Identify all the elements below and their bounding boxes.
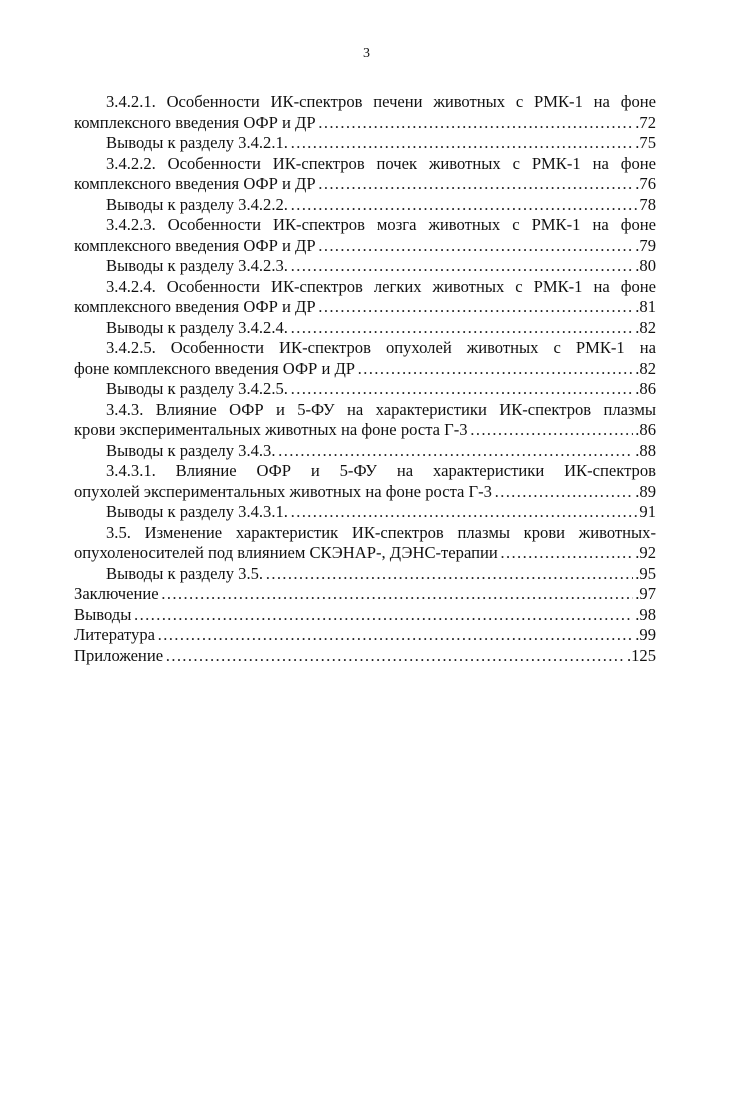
toc-entry <box>74 584 656 605</box>
toc-page-number: .125 <box>626 645 656 665</box>
toc-entry-text: Выводы к разделу 3.4.3. <box>106 440 276 460</box>
toc-entry-title: 3.4.3.1. Влияние ОФР и 5-ФУ на характеристики ИК-спектров <box>106 461 656 480</box>
toc-entry <box>74 625 656 646</box>
toc-page-number: .99 <box>635 625 656 644</box>
dot-leader <box>265 564 633 585</box>
dot-leader <box>357 359 633 380</box>
toc-entry-title: 3.4.2.1. Особенности ИК-спектров печени животных с РМК-1 на фоне <box>106 92 656 111</box>
toc-entry-text: Выводы к разделу 3.4.2.1. <box>106 133 288 152</box>
dot-leader <box>494 482 633 503</box>
toc-page-number: .82 <box>635 317 656 337</box>
toc-entry <box>74 564 656 585</box>
toc-entry <box>74 646 656 667</box>
dot-leader <box>290 256 633 277</box>
toc-entry-text: Литература <box>74 625 155 644</box>
toc-entry-heading <box>74 215 656 236</box>
toc-entry <box>74 441 656 462</box>
toc-entry-text: Выводы к разделу 3.4.2.4. <box>106 317 288 337</box>
toc-entry <box>74 359 656 380</box>
toc-entry-heading <box>74 400 656 421</box>
toc-entry-text: Заключение <box>74 584 159 603</box>
dot-leader <box>165 646 625 667</box>
dot-leader <box>157 625 633 646</box>
toc-page-number: .92 <box>635 543 656 562</box>
toc-entry-text: Выводы к разделу 3.4.2.5. <box>106 379 288 398</box>
toc-page-number: .86 <box>635 420 656 439</box>
toc-entry <box>74 605 656 626</box>
dot-leader <box>290 502 637 523</box>
toc-entry-text: фоне комплексного введения ОФР и ДР <box>74 358 356 378</box>
toc-entry <box>74 236 656 257</box>
page-number: 3 <box>363 46 370 61</box>
dot-leader <box>500 543 634 564</box>
toc-entry-text: Выводы к разделу 3.4.2.2. <box>106 194 288 214</box>
dot-leader <box>278 441 634 462</box>
toc-entry <box>74 195 656 216</box>
toc-entry-title: 3.5. Изменение характеристик ИК-спектров плазмы крови животных- <box>106 522 656 542</box>
toc-entry-heading <box>74 523 656 544</box>
toc-entry-heading <box>74 154 656 175</box>
toc-page-number: .86 <box>635 379 656 398</box>
toc-entry-text: опухолей экспериментальных животных на фоне роста Г-3 <box>74 481 492 501</box>
toc-entry-heading <box>74 338 656 359</box>
dot-leader <box>318 236 634 257</box>
toc-page-number: 91 <box>639 502 656 521</box>
toc-entry-text: опухоленосителей под влиянием СКЭНАР-, ДЭНС-терапии <box>74 543 498 562</box>
toc-entry-heading <box>74 92 656 113</box>
toc-page-number: .80 <box>635 256 656 275</box>
toc-entry-text: комплексного введения ОФР и ДР <box>74 174 316 193</box>
dot-leader <box>318 297 634 318</box>
toc-page-number: .72 <box>635 112 656 132</box>
toc-entry <box>74 420 656 441</box>
table-of-contents <box>74 92 656 666</box>
toc-entry-heading <box>74 461 656 482</box>
dot-leader <box>161 584 634 605</box>
toc-entry-title: 3.4.2.5. Особенности ИК-спектров опухолей животных с РМК-1 на <box>106 338 656 357</box>
dot-leader <box>290 133 633 154</box>
dot-leader <box>133 605 633 626</box>
toc-page-number: .89 <box>635 481 656 501</box>
toc-page-number: .82 <box>635 358 656 378</box>
toc-page-number: .97 <box>635 584 656 603</box>
toc-entry-text: Выводы <box>74 604 132 624</box>
toc-page-number: .98 <box>635 604 656 624</box>
toc-entry <box>74 174 656 195</box>
toc-page-number: .88 <box>635 440 656 460</box>
toc-entry-text: крови экспериментальных животных на фоне роста Г-3 <box>74 420 468 439</box>
toc-entry-heading <box>74 277 656 298</box>
toc-page-number: .76 <box>635 174 656 193</box>
toc-entry-title: 3.4.2.3. Особенности ИК-спектров мозга животных с РМК-1 на фоне <box>106 215 656 234</box>
toc-page-number: .75 <box>635 133 656 152</box>
toc-entry-text: комплексного введения ОФР и ДР <box>74 297 316 316</box>
toc-entry-text: комплексного введения ОФР и ДР <box>74 112 316 132</box>
toc-page-number: 78 <box>639 194 656 214</box>
toc-entry <box>74 502 656 523</box>
dot-leader <box>470 420 634 441</box>
toc-entry <box>74 543 656 564</box>
toc-entry <box>74 297 656 318</box>
toc-entry-text: Выводы к разделу 3.4.3.1. <box>106 502 288 521</box>
dot-leader <box>318 113 634 134</box>
toc-entry <box>74 482 656 503</box>
toc-entry-text: комплексного введения ОФР и ДР <box>74 235 316 255</box>
toc-entry-title: 3.4.3. Влияние ОФР и 5-ФУ на характеристики ИК-спектров плазмы <box>106 399 656 419</box>
toc-entry-title: 3.4.2.4. Особенности ИК-спектров легких животных с РМК-1 на фоне <box>106 276 656 296</box>
toc-entry-title: 3.4.2.2. Особенности ИК-спектров почек животных с РМК-1 на фоне <box>106 153 656 173</box>
toc-page-number: .95 <box>635 563 656 583</box>
toc-page-number: .79 <box>635 235 656 255</box>
dot-leader <box>318 174 634 195</box>
dot-leader <box>290 318 633 339</box>
toc-entry <box>74 133 656 154</box>
toc-entry-text: Выводы к разделу 3.4.2.3. <box>106 256 288 275</box>
toc-entry <box>74 113 656 134</box>
toc-entry <box>74 379 656 400</box>
dot-leader <box>290 195 637 216</box>
toc-entry <box>74 318 656 339</box>
toc-entry-text: Приложение <box>74 645 164 665</box>
dot-leader <box>290 379 633 400</box>
toc-entry <box>74 256 656 277</box>
toc-entry-text: Выводы к разделу 3.5. <box>106 563 264 583</box>
toc-page-number: .81 <box>635 297 656 316</box>
